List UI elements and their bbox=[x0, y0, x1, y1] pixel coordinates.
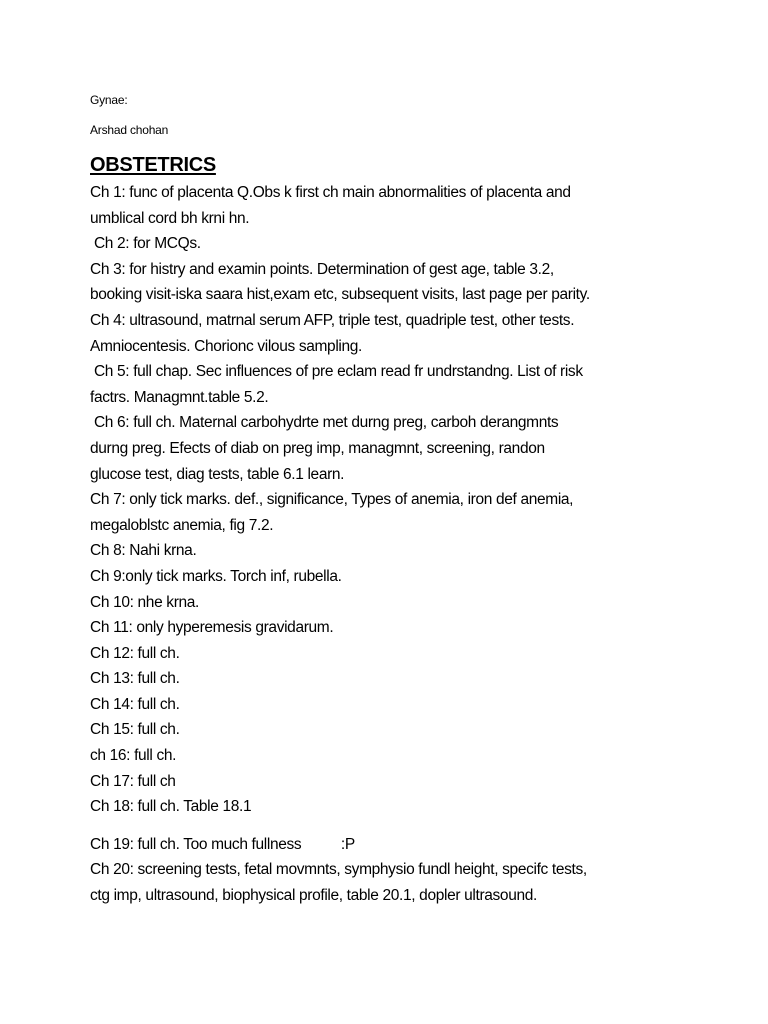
text-line: Ch 13: full ch. bbox=[90, 670, 180, 688]
text-line: Ch 15: full ch. bbox=[90, 721, 180, 739]
text-line: Amniocentesis. Chorionc vilous sampling. bbox=[90, 337, 363, 355]
text-line: Ch 14: full ch. bbox=[90, 695, 180, 713]
text-line: Ch 6: full ch. Maternal carbohydrte met durng preg, carboh derangmnts bbox=[90, 414, 559, 432]
notes-body bbox=[90, 180, 730, 909]
text-line: glucose test, diag tests, table 6.1 learn. bbox=[90, 465, 345, 483]
text-line: Ch 9:only tick marks. Torch inf, rubella. bbox=[90, 567, 342, 585]
text-line: durng preg. Efects of diab on preg imp, managmnt, screening, randon bbox=[90, 439, 545, 457]
text-line: Ch 11: only hyperemesis gravidarum. bbox=[90, 619, 334, 637]
text-line: Ch 1: func of placenta Q.Obs k first ch main abnormalities of placenta and bbox=[90, 184, 571, 201]
text-line: umblical cord bh krni hn. bbox=[90, 209, 250, 227]
text-line: factrs. Managmnt.table 5.2. bbox=[90, 388, 269, 406]
author-name: Arshad chohan bbox=[90, 123, 169, 137]
text-line: Ch 10: nhe krna. bbox=[90, 593, 200, 611]
text-line: ch 16: full ch. bbox=[90, 747, 177, 765]
text-line: ctg imp, ultrasound, biophysical profile, table 20.1, dopler ultrasound. bbox=[90, 887, 537, 905]
text-line: booking visit-iska saara hist,exam etc, subsequent visits, last page per parity. bbox=[90, 286, 590, 304]
text-line: Ch 8: Nahi krna. bbox=[90, 542, 197, 560]
text-line: Ch 17: full ch bbox=[90, 772, 176, 790]
text-line: Ch 18: full ch. Table 18.1 bbox=[90, 798, 252, 816]
text-line: Ch 2: for MCQs. bbox=[90, 235, 201, 253]
text-line: Ch 12: full ch. bbox=[90, 644, 180, 662]
subject-label: Gynae: bbox=[90, 93, 128, 107]
text-line: megaloblstc anemia, fig 7.2. bbox=[90, 516, 274, 534]
text-line: Ch 19: full ch. Too much fullness :P bbox=[90, 835, 355, 853]
text-line: Ch 3: for histry and examin points. Determination of gest age, table 3.2, bbox=[90, 260, 554, 278]
text-line: Ch 4: ultrasound, matrnal serum AFP, triple test, quadriple test, other tests. bbox=[90, 311, 575, 329]
text-line: Ch 7: only tick marks. def., significance, Types of anemia, iron def anemia, bbox=[90, 491, 574, 509]
text-line: Ch 20: screening tests, fetal movmnts, symphysio fundl height, specifc tests, bbox=[90, 861, 587, 879]
section-heading: OBSTETRICS bbox=[90, 154, 216, 176]
text-line: Ch 5: full chap. Sec influences of pre eclam read fr undrstandng. List of risk bbox=[90, 363, 583, 381]
